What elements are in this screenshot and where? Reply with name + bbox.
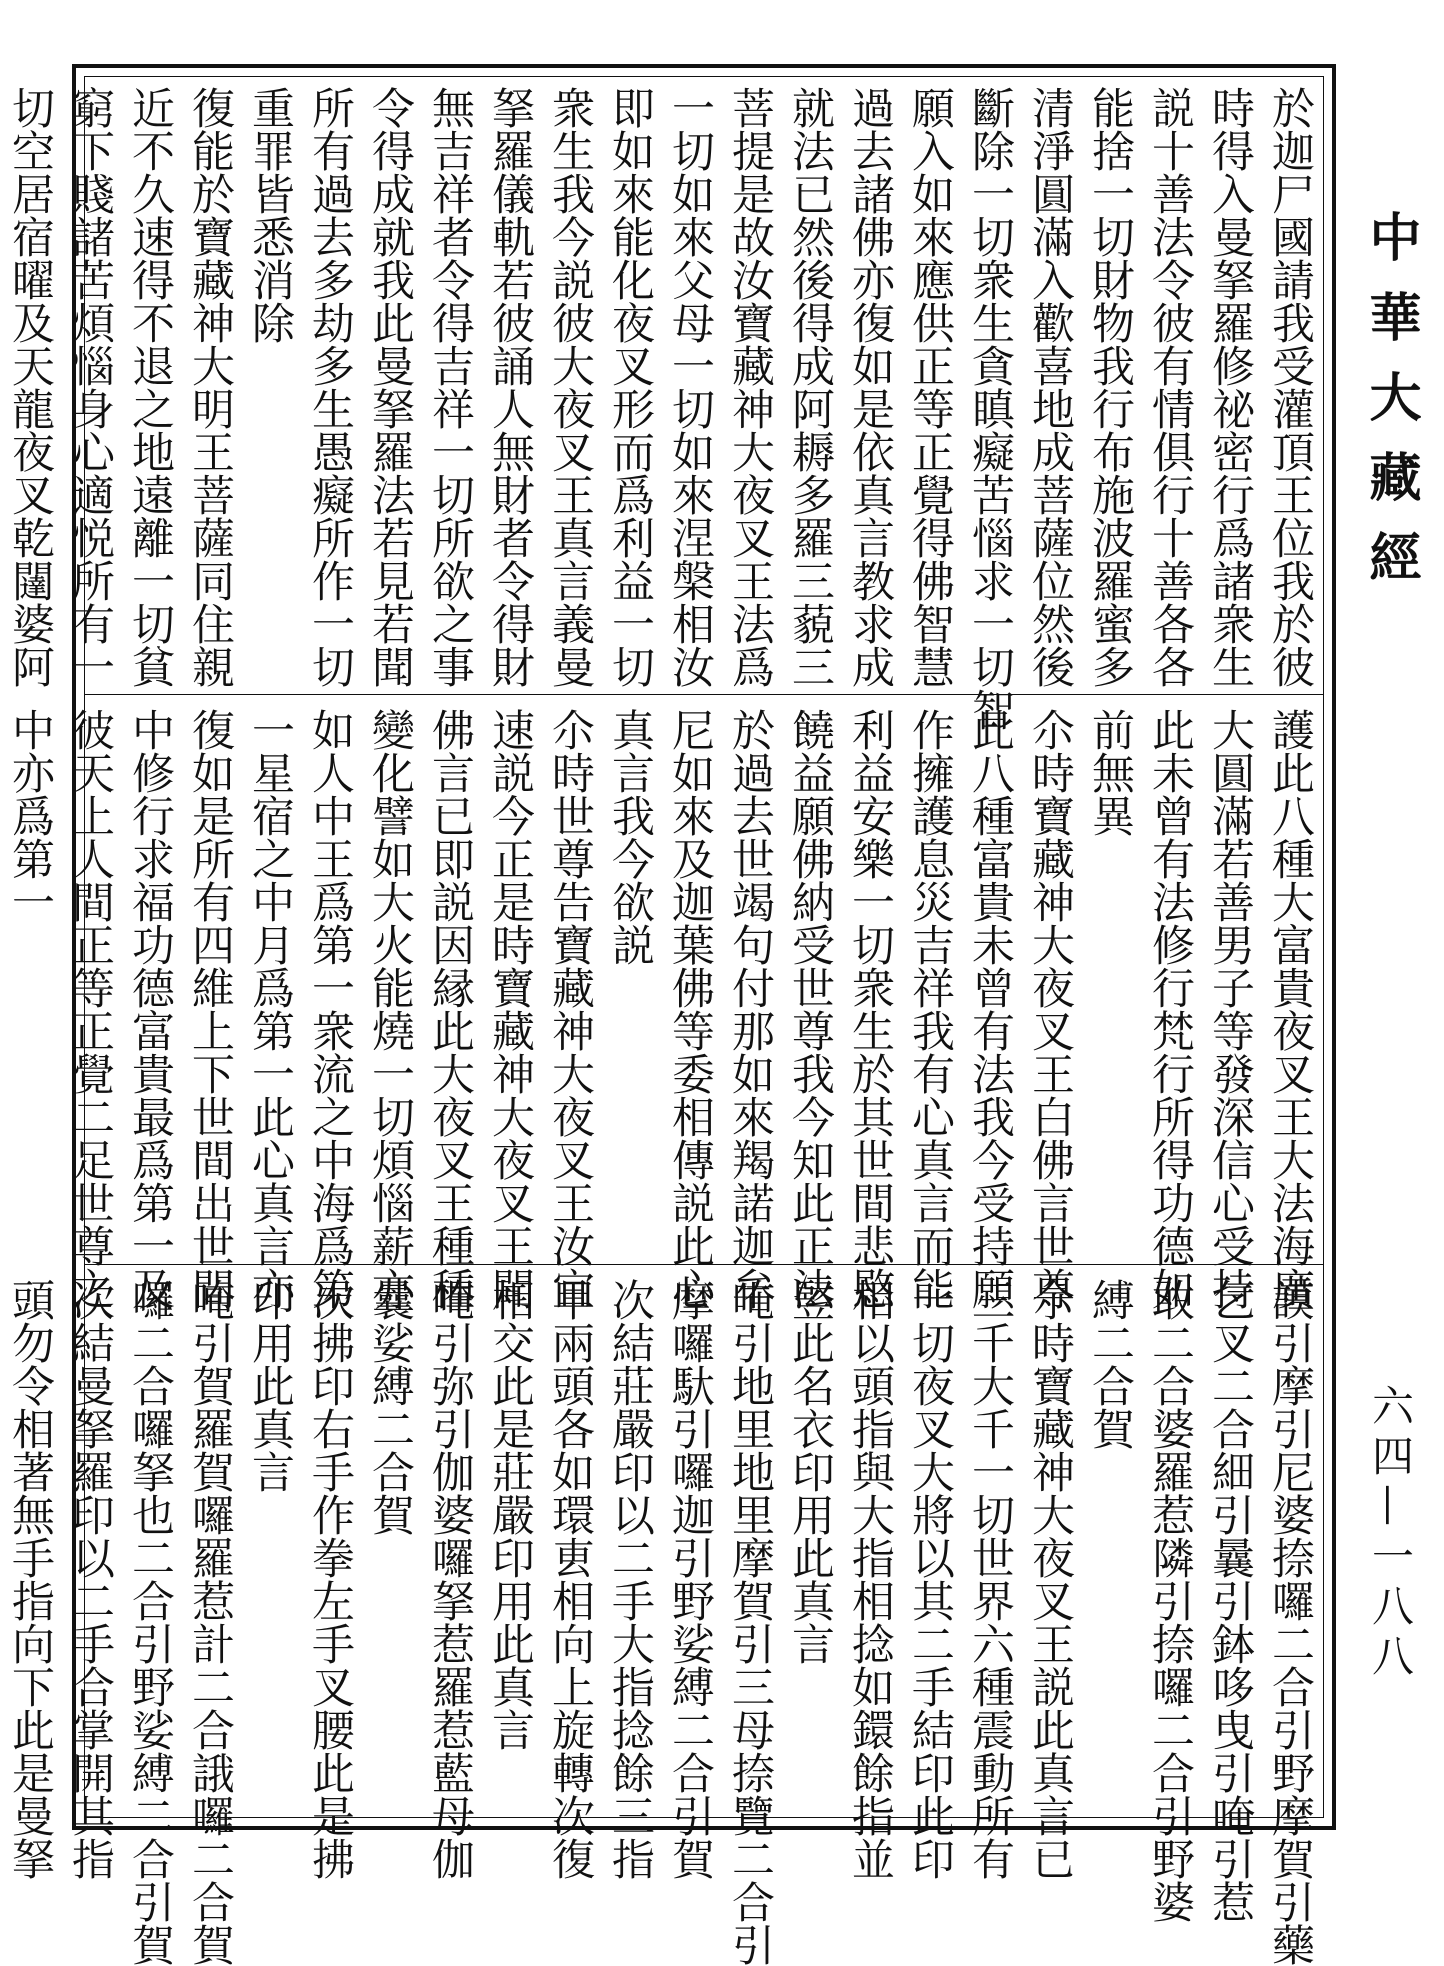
text-column: 頭勿令相著無手指向下此是曼拏 bbox=[5, 1278, 55, 1880]
text-column: 一切如來父母一切如來涅槃相汝 bbox=[665, 86, 715, 688]
text-column: 即如來能化夜叉形而爲利益一切 bbox=[605, 86, 655, 688]
text-column: 一切夜叉大將以其二手結印此印 bbox=[905, 1278, 955, 1880]
page-number: 六四—一八八 bbox=[1366, 1384, 1415, 1684]
text-column: 乞叉二合細引曩引鉢哆曳引唵引惹 bbox=[1205, 1278, 1255, 1923]
text-column: 拏羅儀軌若彼誦人無財者令得財 bbox=[485, 86, 535, 688]
text-column: 尒時世尊告寶藏神大夜叉王汝宜 bbox=[545, 708, 595, 1310]
text-register-top bbox=[5, 86, 1320, 731]
text-register-middle bbox=[5, 708, 1320, 1310]
text-column: 彼天上人間正等正覺二足世尊之 bbox=[65, 708, 115, 1310]
text-column: 令得成就我此曼拏羅法若見若聞 bbox=[365, 86, 415, 688]
text-column: 清淨圓滿入歡喜地成菩薩位然後 bbox=[1025, 86, 1075, 688]
text-column: 無吉祥者令得吉祥一切所欲之事 bbox=[425, 86, 475, 688]
text-column: 尒時寶藏神大夜叉王説此真言已 bbox=[1025, 1278, 1075, 1880]
text-column: 作擁護息災吉祥我有心真言而能 bbox=[905, 708, 955, 1310]
text-column: 次拂印右手作拳左手叉腰此是拂 bbox=[305, 1278, 355, 1880]
text-column: 利益安樂一切衆生於其世間悲愍 bbox=[845, 708, 895, 1310]
collection-title: 中華大藏經 bbox=[1360, 210, 1421, 610]
text-column: 此未曾有法修行梵行所得功德如 bbox=[1145, 708, 1195, 1310]
text-column: 尒時寶藏神大夜叉王白佛言世尊 bbox=[1025, 708, 1075, 1310]
text-column: 一星宿之中月爲第一此心真言亦 bbox=[245, 708, 295, 1310]
text-column: 敢二合婆羅惹隣引捺囉二合引野婆 bbox=[1145, 1278, 1195, 1923]
text-column: 速説今正是時寶藏神大夜叉王聞 bbox=[485, 708, 535, 1310]
text-column: 縛二合賀 bbox=[1085, 1278, 1135, 1450]
text-column: 印用此真言 bbox=[245, 1278, 295, 1493]
text-column: 相以頭指與大指相捻如鐶餘指並 bbox=[845, 1278, 895, 1880]
text-column: 能捨一切財物我行布施波羅蜜多 bbox=[1085, 86, 1135, 688]
text-column: 近不久速得不退之地遠離一切貧 bbox=[125, 86, 175, 688]
text-column: 饒益願佛納受世尊我今知此正法 bbox=[785, 708, 835, 1310]
text-column: 大圓滿若善男子等發深信心受持 bbox=[1205, 708, 1255, 1310]
text-column: 謨引摩引尼婆捺囉二合引野摩賀引藥 bbox=[1265, 1278, 1315, 1966]
text-column: 重罪皆悉消除 bbox=[245, 86, 295, 344]
text-column: 菩提是故汝寶藏神大夜叉王法爲 bbox=[725, 86, 775, 688]
text-column: 過去諸佛亦復如是依真言教求成 bbox=[845, 86, 895, 688]
text-column: 復如是所有四維上下世間出世間 bbox=[185, 708, 235, 1310]
register-divider bbox=[84, 694, 1324, 695]
text-column: 此八種富貴未曾有法我今受持願 bbox=[965, 708, 1015, 1310]
text-column: 曩娑縛二合賀 bbox=[365, 1278, 415, 1536]
text-column: 甲兩頭各如環叀相向上旋轉次復 bbox=[545, 1278, 595, 1880]
text-column: 中亦爲第一 bbox=[5, 708, 55, 923]
text-column: 切空居宿曜及天龍夜叉乾闥婆阿 bbox=[5, 86, 55, 688]
text-column: 唵引賀羅賀囉羅惹計二合誐囉二合賀 bbox=[185, 1278, 235, 1966]
text-column: 於迦尸國請我受灌頂王位我於彼 bbox=[1265, 86, 1315, 688]
text-column: 竪此名衣印用此真言 bbox=[785, 1278, 835, 1665]
text-column: 時得入曼拏羅修祕密行爲諸衆生 bbox=[1205, 86, 1255, 688]
text-column: 斷除一切衆生貪瞋癡苦惱求一切智 bbox=[965, 86, 1015, 731]
text-column: 變化譬如大火能燒一切煩惱薪亦 bbox=[365, 708, 415, 1310]
text-column: 護此八種大富貴夜叉王大法海廣 bbox=[1265, 708, 1315, 1310]
text-column: 説十善法令彼有情俱行十善各各 bbox=[1145, 86, 1195, 688]
text-column: 前無異 bbox=[1085, 708, 1135, 837]
text-column: 唵引弥引伽婆囉拏惹羅惹藍母伽 bbox=[425, 1278, 475, 1880]
text-column: 中修行求福功德富貴最爲第一及 bbox=[125, 708, 175, 1310]
text-column: 佛言已即説因縁此大夜叉王種種 bbox=[425, 708, 475, 1310]
text-column: 窮下賤諸苦煩惱身心適悦所有一 bbox=[65, 86, 115, 688]
text-column: 於過去世竭句付那如來羯諾迦牟 bbox=[725, 708, 775, 1310]
text-column: 三千大千一切世界六種震動所有 bbox=[965, 1278, 1015, 1880]
text-column: 摩囉馱引囉迦引野娑縛二合引賀 bbox=[665, 1278, 715, 1880]
text-column: 復能於寶藏神大明王菩薩同住親 bbox=[185, 86, 235, 688]
text-column: 如人中王爲第一衆流之中海爲第 bbox=[305, 708, 355, 1310]
text-column: 衆生我今説彼大夜叉王真言義曼 bbox=[545, 86, 595, 688]
text-column: 所有過去多劫多生愚癡所作一切 bbox=[305, 86, 355, 688]
text-register-bottom bbox=[5, 1278, 1320, 1966]
text-column: 唵引地里地里摩賀引三母捺覽二合引 bbox=[725, 1278, 775, 1966]
text-column: 尼如來及迦葉佛等委相傳説此心 bbox=[665, 708, 715, 1310]
text-column: 相交此是莊嚴印用此真言 bbox=[485, 1278, 535, 1751]
text-column: 願入如來應供正等正覺得佛智慧 bbox=[905, 86, 955, 688]
text-column: 次結莊嚴印以二手大指捻餘三指 bbox=[605, 1278, 655, 1880]
text-column: 次結曼拏羅印以二手合掌開其指 bbox=[65, 1278, 115, 1880]
text-column: 就法已然後得成阿耨多羅三藐三 bbox=[785, 86, 835, 688]
page-frame bbox=[5, 64, 1336, 1966]
text-column: 囉二合囉拏也二合引野娑縛二合引賀 bbox=[125, 1278, 175, 1966]
text-column: 真言我今欲説 bbox=[605, 708, 655, 966]
